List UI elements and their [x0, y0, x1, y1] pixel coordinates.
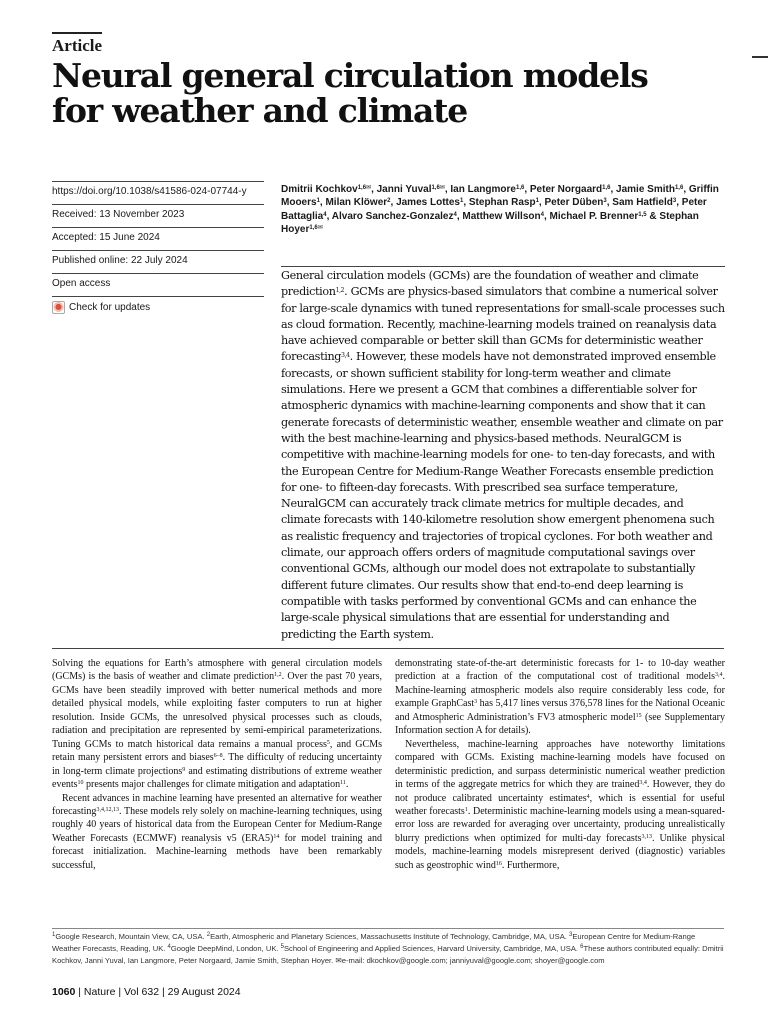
citation-superscript: 4: [167, 944, 171, 950]
author-name[interactable]: Alvaro Sanchez-Gonzalez: [331, 210, 454, 222]
article-metadata: [52, 181, 264, 320]
page-footer: [52, 986, 241, 998]
text-run: General circulation models (GCMs) are the foundation of weather and climate prediction: [281, 269, 699, 299]
body-paragraph: [52, 657, 382, 792]
citation-superscript: 3,4: [715, 672, 723, 679]
author-name[interactable]: Peter Norgaard: [529, 184, 603, 195]
text-run: ✉e-mail: dkochkov@google.com; janniyuval@google.com; shoyer@google.com: [335, 956, 605, 965]
author-affiliation-marker: 3: [603, 198, 607, 205]
citation-superscript: 14: [273, 833, 280, 840]
author-name[interactable]: Janni Yuval: [376, 184, 432, 195]
author-separator: ,: [606, 197, 613, 209]
citation-superscript: 3,4: [341, 352, 350, 360]
author-affiliation-marker: 1,6: [674, 185, 684, 191]
citation-superscript: 1,2: [274, 672, 282, 679]
author-affiliation-marker: 4: [453, 211, 457, 218]
author-name[interactable]: Stephan Rasp: [468, 197, 536, 209]
text-run: . However, they do not produce calibrated uncertainty estimates: [395, 779, 726, 804]
journal-name: Nature: [83, 986, 116, 998]
citation-superscript: 10: [77, 780, 84, 787]
check-updates-label: Check for updates: [69, 301, 151, 313]
author-separator: ,: [683, 184, 689, 195]
author-affiliation-marker: 1,6: [515, 185, 525, 191]
author-list: [281, 183, 721, 237]
author-affiliation-marker: 1: [316, 198, 320, 205]
citation-superscript: 2: [206, 932, 211, 938]
body-paragraph: [395, 657, 725, 738]
author-name[interactable]: Sam Hatfield: [612, 197, 673, 209]
citation-superscript: 15: [635, 712, 642, 719]
author-name[interactable]: Jamie Smith: [616, 184, 675, 195]
author-separator: ,: [463, 197, 469, 209]
check-updates-icon: [52, 301, 65, 314]
body-column-right: [395, 657, 725, 872]
author-affiliation-marker: 4: [323, 211, 327, 218]
author-separator: ,: [371, 184, 377, 195]
author-affiliation-marker: 1: [459, 198, 464, 205]
text-run: Earth, Atmospheric and Planetary Sciences, Massachusetts Institute of Technology, Cambridge, MA, USA.: [210, 932, 569, 941]
open-access-label: Open access: [52, 273, 264, 296]
text-run: Google DeepMind, London, UK.: [170, 944, 281, 953]
footer-separator: |: [75, 986, 84, 998]
citation-superscript: 3,4: [639, 780, 647, 787]
citation-superscript: 16: [495, 860, 502, 867]
citation-superscript: 3: [474, 699, 478, 706]
author-affiliation-marker: 2: [387, 198, 391, 205]
text-run: . These models rely solely on machine-learning techniques, using roughly 40 years of historical data from the European Center for Medium-Range Weather Forecasts (ECMWF) reanalysis v5 (ERA5): [52, 805, 382, 844]
text-run: . Unlike physical models, machine-learning models misrepresent derived (diagnostic) variables such as geostrophic wind: [395, 832, 725, 871]
text-run: . Over the past 70 years, GCMs have been steadily improved with better numerical methods and more detailed physical models, while exploiting faster computers to run at higher resolution. Inside GCMs, the unresolved physical processes such as clouds, radiation and precipitation are represented by semi-empirical parameterizations. Tuning GCMs to match historical data remains a manual process: [52, 671, 383, 750]
corner-mark: [752, 56, 768, 58]
text-run: , which is essential for useful weather forecasts: [395, 792, 725, 817]
text-run: (see Supplementary Information section A for details).: [395, 711, 725, 737]
check-for-updates-link[interactable]: [52, 296, 264, 320]
citation-superscript: 3,13: [641, 833, 652, 840]
affiliations-footnote: [52, 928, 724, 967]
text-run: School of Engineering and Applied Sciences, Harvard University, Cambridge, MA, USA.: [283, 944, 581, 953]
author-affiliation-marker: 1,6✉: [357, 185, 372, 191]
author-affiliation-marker: 3: [672, 198, 677, 205]
author-name[interactable]: Peter Düben: [544, 197, 604, 209]
body-paragraph: [52, 792, 382, 873]
text-run: . Machine-learning atmospheric models also require considerably less code, for example GraphCast: [395, 671, 725, 710]
citation-superscript: 1,2: [335, 287, 345, 295]
abstract: [281, 266, 725, 643]
citation-superscript: 5: [280, 944, 284, 950]
text-run: European Centre for Medium-Range Weather Forecasts, Reading, UK.: [52, 932, 696, 953]
author-separator: ,: [676, 197, 682, 209]
text-run: . Furthermore,: [501, 859, 560, 871]
text-run: .: [345, 779, 349, 791]
text-run: Google Research, Mountain View, CA, USA.: [55, 932, 207, 941]
author-separator: ,: [610, 184, 617, 195]
text-run: . Deterministic machine-learning models using a mean-squared-error loss are rewarded for averaging over uncertainty, producing unrealistically blurry predictions when optimized for multi-day forecasts: [395, 805, 725, 844]
text-run: has 5,417 lines versus 376,578 lines for the National Oceanic and Atmospheric Administration’s FV3 atmospheric model: [395, 698, 725, 723]
citation-superscript: 11: [340, 780, 346, 787]
citation-superscript: 6: [580, 944, 584, 950]
body-column-left: [52, 657, 382, 872]
article-title: Neural general circulation models for weather and climate: [52, 56, 648, 130]
text-run: and estimating distributions of extreme weather events: [52, 765, 383, 791]
citation-superscript: 1: [464, 806, 468, 813]
issue-date: 29 August 2024: [167, 986, 241, 998]
author-separator: &: [646, 210, 660, 222]
author-affiliation-marker: 1,5: [638, 211, 647, 218]
text-run: . GCMs are physics-based simulators that combine a numerical solver for large-scale dynamics with tuned representations for small-scale processes such as cloud formation. Recently, machine-learning models trained on reanalysis data have achieved comparable or better skill than GCMs for deterministic weather forecasting: [281, 285, 725, 364]
author-name[interactable]: James Lottes: [396, 197, 460, 209]
footer-separator: |: [115, 986, 124, 998]
author-affiliation-marker: 1: [535, 198, 539, 205]
received-date: Received: 13 November 2023: [52, 204, 264, 227]
accepted-date: Accepted: 15 June 2024: [52, 227, 264, 250]
text-run: demonstrating state-of-the-art deterministic forecasts for 1- to 10-day weather prediction at a fraction of the computational cost of traditional models: [395, 658, 725, 683]
text-run: . However, these models have not demonstrated improved ensemble forecasts, or shown sufficient stability for long-term weather and climate simulations. Here we present a GCM that combines a differentiable solver for atmospheric dynamics with machine-learning components and show that it can generate forecasts of deterministic weather, ensemble weather and climate on par with the best machine-learning and physics-based methods. NeuralGCM is competitive with machine-learning models for one- to ten-day forecasts, and with the European Centre for Medium-Range Weather Forecasts ensemble prediction for one- to fifteen-day forecasts. With prescribed sea surface temperature, NeuralGCM can accurately track climate metrics for multiple decades, and climate forecasts with 140-kilometre resolution show emergent phenomena such as realistic frequency and trajectories of tropical cyclones. For both weather and climate, our approach offers orders of magnitude computational savings over conventional GCMs, although our model does not extrapolate to substantially different future climates. Our results show that end-to-end deep learning is compatible with tasks performed by conventional GCMs and can enhance the large-scale physical simulations that are essential for understanding and predicting the Earth system.: [281, 350, 723, 641]
text-run: . The difficulty of reducing uncertainty in long-term climate projections: [52, 752, 382, 777]
text-run: , and GCMs retain many persistent errors and biases: [52, 738, 382, 764]
citation-superscript: 6–8: [213, 753, 223, 760]
author-name[interactable]: Michael P. Brenner: [549, 210, 639, 222]
section-divider: [52, 648, 724, 649]
text-run: Nevertheless, machine-learning approaches have noteworthy limitations compared with GCMs. Existing machine-learning models have focused on deterministic prediction, and surpass deterministic numerical weather prediction in terms of the aggregate metrics for which they are trained: [395, 738, 725, 791]
citation-superscript: 4: [586, 793, 590, 800]
author-name[interactable]: Dmitrii Kochkov: [281, 184, 358, 195]
author-separator: ,: [524, 184, 530, 195]
published-date: Published online: 22 July 2024: [52, 250, 264, 273]
author-separator: ,: [456, 210, 463, 222]
author-affiliation-marker: 1,6✉: [309, 225, 323, 232]
page-number: 1060: [52, 986, 76, 998]
journal-volume: Vol 632: [124, 986, 160, 998]
author-separator: ,: [444, 184, 451, 195]
author-separator: ,: [390, 197, 397, 209]
author-separator: ,: [319, 197, 326, 209]
author-separator: ,: [326, 210, 332, 222]
citation-superscript: 1: [52, 932, 56, 938]
citation-superscript: 3,4,12,13: [96, 806, 119, 813]
author-name[interactable]: Stephan Hoyer: [281, 210, 699, 236]
section-label: Article: [52, 32, 102, 56]
text-run: presents major challenges for climate mitigation and adaptation: [83, 779, 341, 791]
author-separator: ,: [543, 210, 550, 222]
author-affiliation-marker: 1,6✉: [431, 185, 445, 191]
author-name[interactable]: Matthew Willson: [462, 210, 541, 222]
text-run: for model training and forecast initialization. Machine-learning methods have been remarkably successful,: [52, 832, 382, 871]
author-name[interactable]: Milan Klöwer: [325, 197, 388, 209]
author-separator: ,: [538, 197, 545, 209]
author-name[interactable]: Ian Langmore: [450, 184, 516, 195]
doi-link[interactable]: https://doi.org/10.1038/s41586-024-07744-y: [52, 181, 264, 204]
text-run: Recent advances in machine learning have presented an alternative for weather forecasting: [52, 792, 382, 817]
citation-superscript: 3: [569, 932, 573, 938]
citation-superscript: 9: [182, 766, 186, 773]
footer-separator: |: [159, 986, 168, 998]
author-name[interactable]: Griffin Mooers: [281, 184, 719, 209]
body-paragraph: [395, 738, 725, 873]
author-name[interactable]: Peter Battaglia: [281, 197, 707, 222]
author-affiliation-marker: 1,6: [602, 185, 611, 191]
text-run: Solving the equations for Earth’s atmosphere with general circulation models (GCMs) is the basis of weather and climate prediction: [52, 658, 382, 683]
citation-superscript: 5: [326, 739, 330, 746]
author-affiliation-marker: 4: [540, 211, 544, 218]
text-run: These authors contributed equally: Dmitrii Kochkov, Janni Yuval, Ian Langmore, Peter Norgaard, Jamie Smith, Stephan Hoyer.: [52, 944, 724, 965]
